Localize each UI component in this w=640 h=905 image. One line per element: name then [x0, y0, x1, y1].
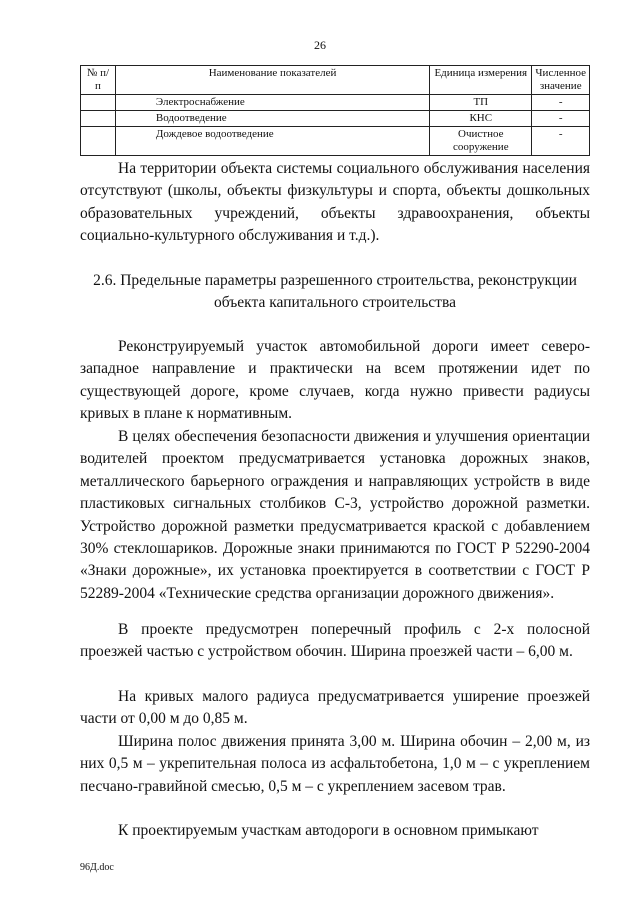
paragraph-social-services: На территории объекта системы социального обслуживания населения отсутствуют (школы, объекты физкультуры и спорта, объекты дошкольных образовательных учреждений, объекты здравоохранения, объекты социально-культурного обслуживания и т.д.).: [80, 160, 590, 245]
section-heading: 2.6. Предельные параметры разрешенного строительства, реконструкции объекта капитального строительства: [93, 272, 577, 311]
row-value: -: [532, 111, 590, 127]
row-name: Водоотведение: [115, 111, 429, 127]
row-number: [81, 95, 116, 111]
page-number: 26: [314, 38, 326, 52]
table-row: [81, 95, 590, 111]
header-unit: Единица измерения: [430, 66, 532, 95]
indicators-table: [80, 65, 590, 156]
paragraph-safety: В целях обеспечения безопасности движения и улучшения ориентации водителей проектом предусматривается установка дорожных знаков, металлического барьерного ограждения и направляющих устройств в виде пластиковых сигнальных столбиков С-3, устройство дорожной разметки. Устройство дорожной разметки предусматривается краской с добавлением 30% стеклошариков. Дорожные знаки принимаются по ГОСТ Р 52290-2004 «Знаки дорожные», их установка проектируется в соответствии с ГОСТ Р 52289-2004 «Технические средства организации дорожного движения».: [80, 428, 590, 602]
row-value: -: [532, 95, 590, 111]
row-value: -: [532, 127, 590, 156]
paragraph-curve-widening: На кривых малого радиуса предусматривается уширение проезжей части от 0,00 м до 0,85 м.: [80, 688, 590, 728]
header-number: № п/п: [81, 66, 116, 95]
row-unit: КНС: [430, 111, 532, 127]
row-unit: ТП: [430, 95, 532, 111]
row-unit: Очистное сооружение: [430, 127, 532, 156]
row-name: Дождевое водоотведение: [115, 127, 429, 156]
paragraph-road-direction: Реконструируемый участок автомобильной дороги имеет северо-западное направление и практически на всем протяжении идет по существующей дороге, кроме случаев, когда нужно привести радиусы кривых в плане к нормативным.: [80, 338, 590, 423]
table-row: [81, 127, 590, 156]
paragraph-cross-profile: В проекте предусмотрен поперечный профиль с 2-х полосной проезжей частью с устройством обочин. Ширина проезжей части – 6,00 м.: [80, 621, 590, 661]
header-name: Наименование показателей: [115, 66, 429, 95]
row-number: [81, 127, 116, 156]
paragraph-adjoining: К проектируемым участкам автодороги в основном примыкают: [118, 822, 539, 839]
footer-filename: 96Д.doc: [80, 862, 114, 873]
row-name: Электроснабжение: [115, 95, 429, 111]
table-header-row: [81, 66, 590, 95]
table-row: [81, 111, 590, 127]
paragraph-lane-width: Ширина полос движения принята 3,00 м. Ширина обочин – 2,00 м, из них 0,5 м – укрепительная полоса из асфальтобетона, 1,0 м – с укреплением песчано-гравийной смесью, 0,5 м – с укреплением засевом трав.: [80, 733, 590, 795]
row-number: [81, 111, 116, 127]
header-value: Численное значение: [532, 66, 590, 95]
